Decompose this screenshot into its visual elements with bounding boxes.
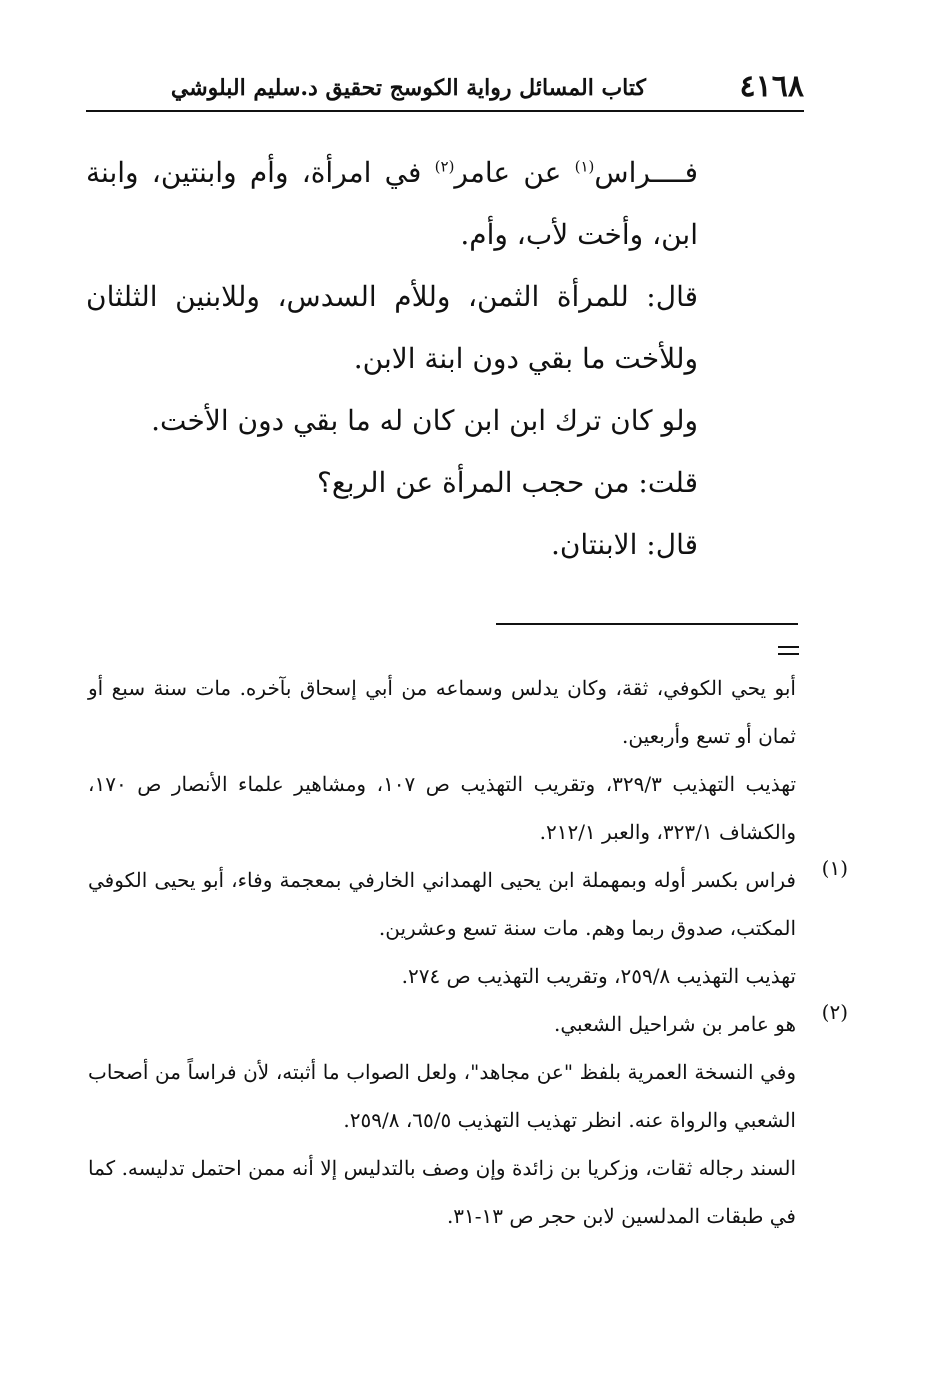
question-text: في امرأة، وأم وابنتين، وابنة ابن، وأخت لأب، وأم.: [86, 156, 698, 251]
footnote-2: [88, 1000, 848, 1048]
footnote-continuation: أبو يحي الكوفي، ثقة، وكان يدلس وسماعه من أبي إسحاق بآخره. مات سنة سبع أو ثمان أو تسع وأربعين.: [88, 676, 796, 748]
paragraph-question-quarter: قلت: من حجب المرأة عن الربع؟: [316, 466, 698, 499]
paragraph-question: [86, 142, 698, 266]
narrator-source: عن عامر: [454, 156, 575, 189]
continuation-mark: [778, 646, 799, 658]
footnote-2-marker: (٢): [821, 1000, 848, 1024]
page-header: [86, 62, 804, 112]
running-title: كتاب المسائل رواية الكوسج تحقيق د.سليم البلوشي: [170, 75, 646, 101]
footnote-1-marker: (١): [821, 856, 848, 880]
page-number: ٤١٦٨: [739, 69, 804, 104]
footnote-2-text: هو عامر بن شراحيل الشعبي.: [554, 1012, 796, 1036]
paragraph-grandson: ولو كان ترك ابن ابن كان له ما بقي دون الأخت.: [151, 404, 698, 437]
footnotes: [88, 664, 848, 1240]
paragraph-answer: قال: للمرأة الثمن، وللأم السدس، وللابنين الثلثان وللأخت ما بقي دون ابنة الابن.: [86, 280, 698, 375]
footnote-2-chain-note: السند رجاله ثقات، وزكريا بن زائدة وإن وصف بالتدليس إلا أنه ممن احتمل تدليسه. كما في طبقات المدلسين لابن حجر ص ١٣-٣١.: [88, 1156, 796, 1228]
footnote-separator: [496, 623, 798, 625]
footnote-1: [88, 856, 848, 1000]
header-rule: [86, 110, 804, 112]
footnote-1-source: تهذيب التهذيب ٢٥٩/٨، وتقريب التهذيب ص ٢٧٤.: [401, 964, 796, 988]
footnote-ref-1: (١): [574, 157, 595, 176]
footnote-1-text: فراس بكسر أوله وبمهملة ابن يحيى الهمداني الخارفي بمعجمة وفاء، أبو يحيى الكوفي المكتب، صدوق ربما وهم. مات سنة تسع وعشرين.: [88, 868, 796, 940]
narrator-name: فــــراس: [594, 156, 699, 189]
paragraph-answer-daughters: قال: الابنتان.: [550, 528, 698, 561]
footnote-continuation-sources: تهذيب التهذيب ٣٢٩/٣، وتقريب التهذيب ص ١٠٧، ومشاهير علماء الأنصار ص ١٧٠، والكشاف ٣٢٣/١، والعبر ٢١٢/١.: [88, 772, 797, 844]
footnote-ref-2: (٢): [434, 157, 455, 176]
footnote-2-manuscript-note: وفي النسخة العمرية بلفظ "عن مجاهد"، ولعل الصواب ما أثبته، لأن فراساً من أصحاب الشعبي والرواة عنه. انظر تهذيب التهذيب ٦٥/٥، ٢٥٩/٨.: [88, 1060, 796, 1132]
main-text: [86, 142, 698, 576]
